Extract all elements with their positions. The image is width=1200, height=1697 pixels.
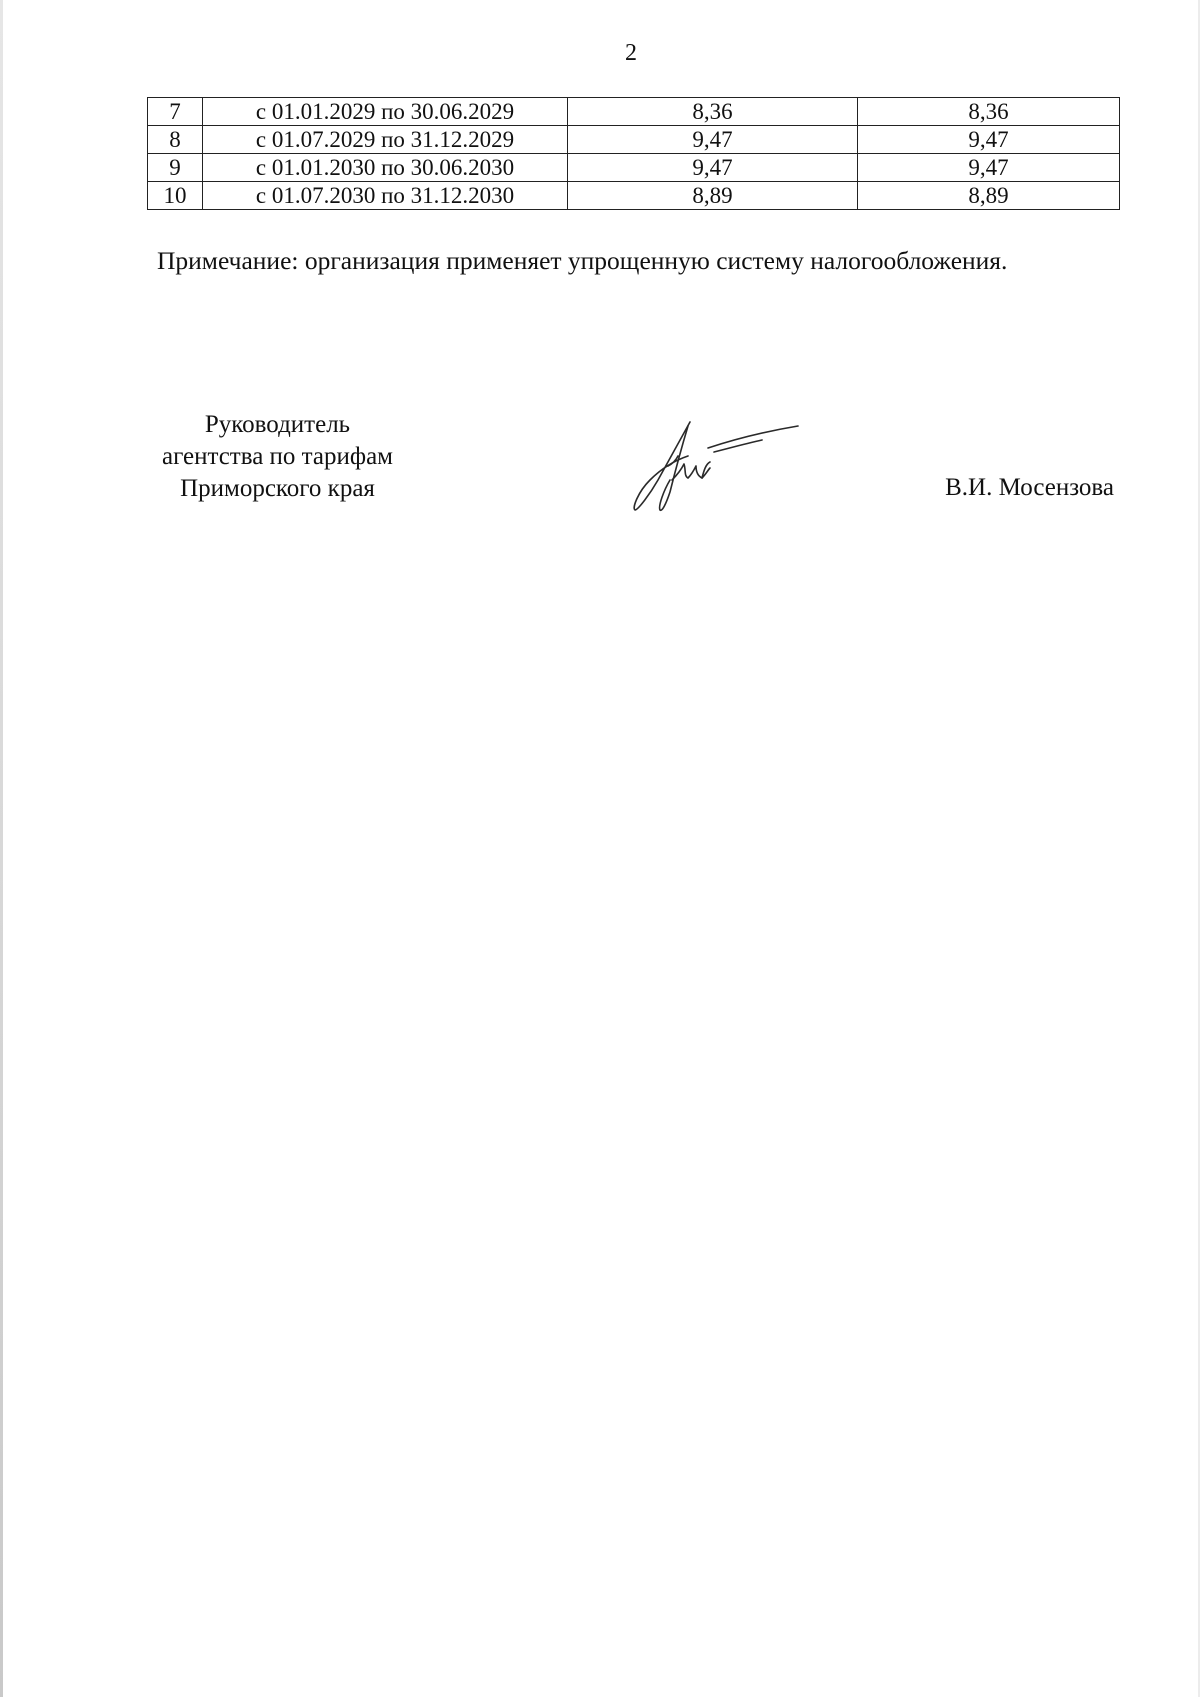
position-line: Приморского края xyxy=(180,475,375,502)
signatory-name: В.И. Мосензова xyxy=(945,474,1114,501)
position-line: агентства по тарифам xyxy=(161,443,394,470)
row-value-a: 9,47 xyxy=(568,154,858,182)
row-number: 10 xyxy=(148,182,203,210)
row-value-b: 8,36 xyxy=(858,98,1120,126)
table-row xyxy=(148,98,1120,126)
row-value-b: 8,89 xyxy=(858,182,1120,210)
row-value-a: 8,89 xyxy=(568,182,858,210)
table-row xyxy=(148,154,1120,182)
row-number: 7 xyxy=(148,98,203,126)
row-period: с 01.01.2029 по 30.06.2029 xyxy=(203,98,568,126)
row-value-a: 8,36 xyxy=(568,98,858,126)
tariff-table xyxy=(147,97,1120,210)
row-value-b: 9,47 xyxy=(858,126,1120,154)
row-value-b: 9,47 xyxy=(858,154,1120,182)
row-value-a: 9,47 xyxy=(568,126,858,154)
row-number: 8 xyxy=(148,126,203,154)
position-line: Руководитель xyxy=(204,411,351,438)
table-row xyxy=(148,182,1120,210)
handwritten-signature-icon xyxy=(632,418,802,518)
note-text: Примечание: организация применяет упрощенную систему налогообложения. xyxy=(157,246,1008,275)
row-period: с 01.07.2029 по 31.12.2029 xyxy=(203,126,568,154)
row-number: 9 xyxy=(148,154,203,182)
page-number: 2 xyxy=(625,40,637,66)
scan-edge-left xyxy=(0,0,3,1697)
row-period: с 01.01.2030 по 30.06.2030 xyxy=(203,154,568,182)
signatory-position xyxy=(135,409,420,505)
row-period: с 01.07.2030 по 31.12.2030 xyxy=(203,182,568,210)
table-row xyxy=(148,126,1120,154)
